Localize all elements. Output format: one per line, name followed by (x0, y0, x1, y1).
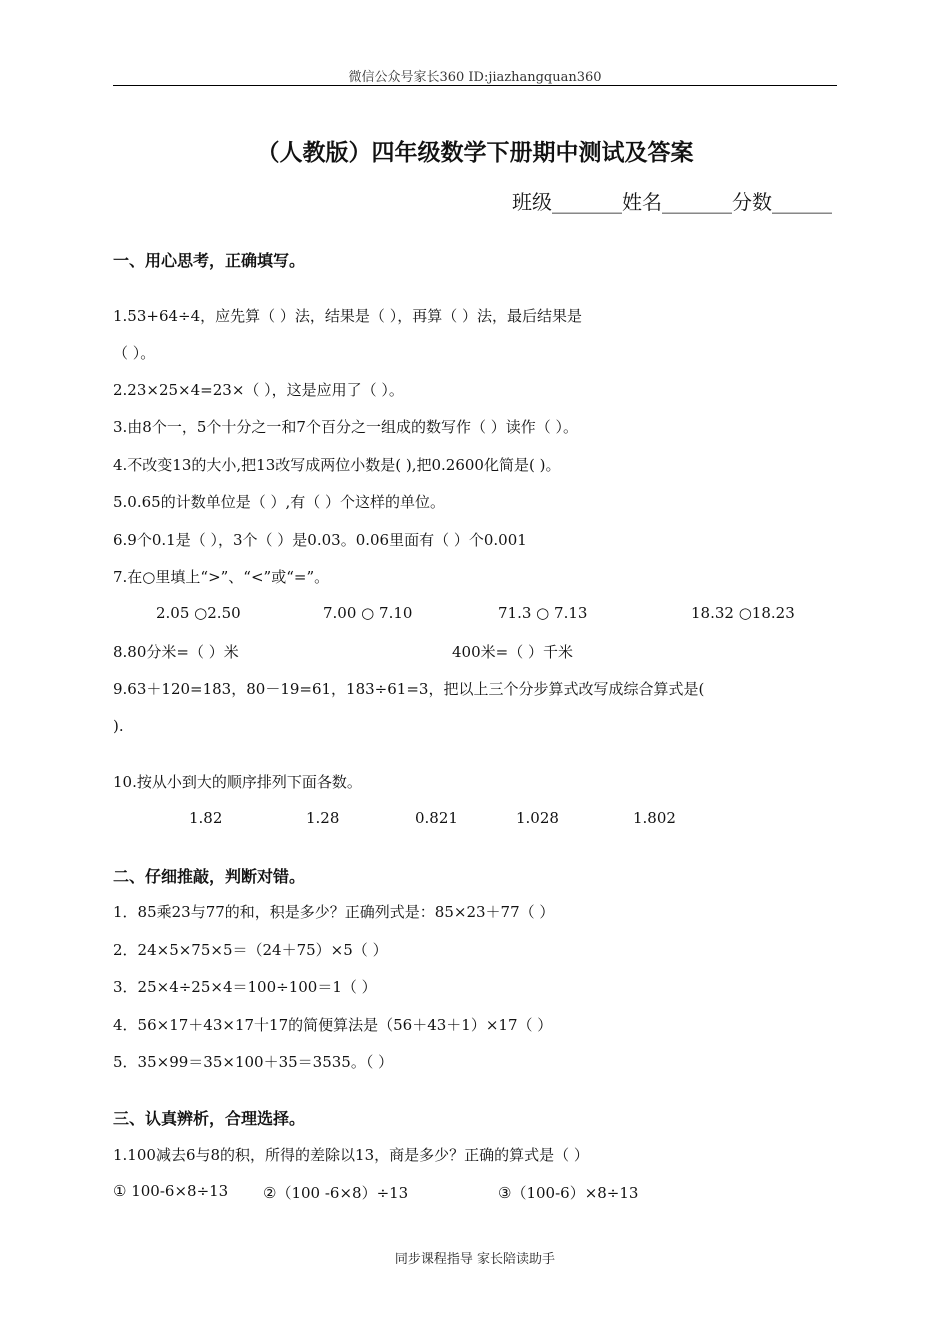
number-item: 1.028 (516, 809, 559, 827)
question-1-3: 3.由8个一，5个十分之一和7个百分之一组成的数写作（ ）读作（ ）。 (113, 418, 578, 436)
choice-option: ②（100 -6×8）÷13 (263, 1184, 409, 1202)
question-1-9-line-1: 9.63＋120=183，80－19=61，183÷61=3，把以上三个分步算式改写成综合算式是( (113, 680, 705, 698)
score-field: 分数______ (732, 190, 832, 214)
student-info-line (512, 186, 832, 215)
choice-option: ① 100-6×8÷13 (113, 1182, 229, 1200)
question-1-1-line-2: （ ）。 (113, 344, 156, 362)
class-field: 班级_______ (512, 190, 622, 214)
judge-item: 4．56×17＋43×17十17的简便算法是（56＋43＋1）×17（ ） (113, 1016, 553, 1034)
question-1-9-line-2: ). (113, 717, 124, 735)
judge-item: 1．85乘23与77的和，积是多少？正确列式是：85×23＋77（ ） (113, 903, 555, 921)
compare-item: 2.05 ○2.50 (156, 604, 241, 622)
name-field: 姓名_______ (622, 190, 732, 214)
judge-item: 2．24×5×75×5＝（24＋75）×5（ ） (113, 941, 388, 959)
question-1-4: 4.不改变13的大小,把13改写成两位小数是( ),把0.2600化简是( )。 (113, 456, 561, 474)
number-item: 1.28 (306, 809, 340, 827)
judge-item: 5．35×99＝35×100＋35＝3535。（ ） (113, 1053, 394, 1071)
question-1-1-line-1: 1.53+64÷4，应先算（ ）法，结果是（ ），再算（ ）法，最后结果是 (113, 307, 582, 325)
compare-item: 7.00 ○ 7.10 (323, 604, 413, 622)
section-2-heading: 二、仔细推敲，判断对错。 (113, 867, 306, 886)
page-footer: 同步课程指导 家长陪读助手 (394, 1252, 556, 1267)
question-1-6: 6.9个0.1是（ ），3个（ ）是0.03。0.06里面有（ ）个0.001 (113, 531, 527, 549)
question-1-2: 2.23×25×4=23×（ ），这是应用了（ ）。 (113, 381, 404, 399)
number-item: 1.802 (633, 809, 676, 827)
compare-item: 71.3 ○ 7.13 (498, 604, 588, 622)
question-1-8-part-b: 400米=（ ）千米 (452, 643, 573, 661)
header-rule (113, 85, 837, 86)
document-title: （人教版）四年级数学下册期中测试及答案 (256, 140, 694, 166)
section-3-heading: 三、认真辨析，合理选择。 (113, 1109, 306, 1128)
question-1-8-part-a: 8.80分米=（ ）米 (113, 643, 239, 661)
compare-item: 18.32 ○18.23 (691, 604, 795, 622)
section-1-heading: 一、用心思考，正确填写。 (113, 251, 306, 270)
choice-question-1: 1.100减去6与8的积，所得的差除以13，商是多少？正确的算式是（ ） (113, 1146, 589, 1164)
number-item: 0.821 (415, 809, 458, 827)
question-1-7: 7.在○里填上“>”、“<”或“=”。 (113, 568, 330, 586)
page-header: 微信公众号家长360 ID:jiazhangquan360 (348, 70, 602, 85)
choice-option: ③（100-6）×8÷13 (498, 1184, 639, 1202)
judge-item: 3．25×4÷25×4＝100÷100＝1（ ） (113, 978, 377, 996)
question-1-10: 10.按从小到大的顺序排列下面各数。 (113, 773, 362, 791)
question-1-5: 5.0.65的计数单位是（ ）,有（ ）个这样的单位。 (113, 493, 446, 511)
number-item: 1.82 (189, 809, 223, 827)
